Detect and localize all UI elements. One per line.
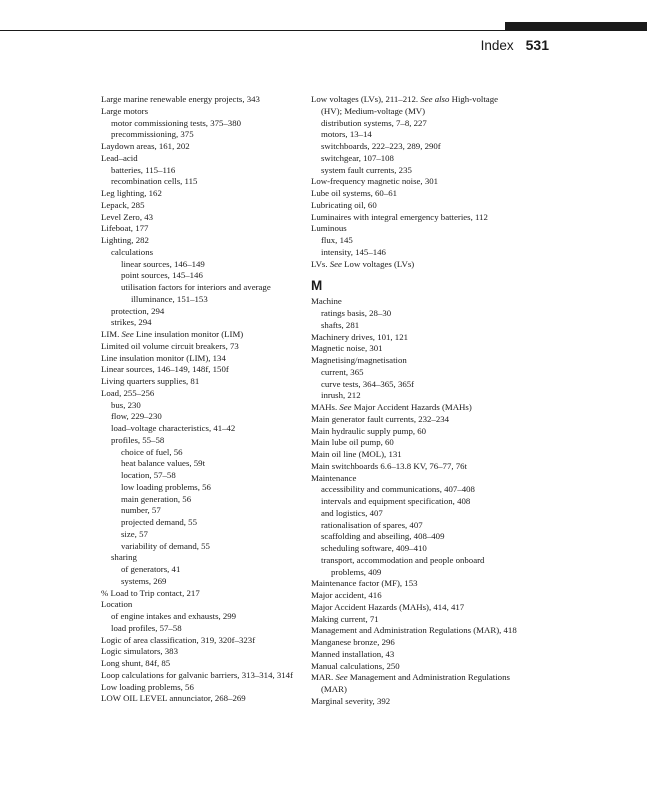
index-subentry — [101, 470, 297, 482]
entry-text: Manganese bronze, 296 — [311, 637, 395, 647]
entry-text: Lighting, 282 — [101, 235, 149, 245]
entry-text: LOW OIL LEVEL annunciator, 268–269 — [101, 693, 246, 704]
running-head — [481, 37, 549, 53]
index-subentry — [311, 118, 521, 130]
see-target: Line insulation monitor (LIM) — [133, 329, 244, 339]
entry-text: Logic of area classification, 319, 320f–323f — [101, 634, 256, 645]
index-subentry — [101, 517, 297, 529]
entry-text: Management and Administration Regulations (MAR), 418 — [311, 625, 517, 636]
entry-text: variability of demand, 55 — [121, 540, 210, 551]
index-entry — [101, 670, 297, 682]
index-subentry — [311, 308, 521, 320]
index-subentry — [311, 141, 521, 153]
see-reference: See — [329, 258, 342, 269]
index-entry — [311, 259, 521, 271]
entry-text: Luminous — [311, 223, 347, 234]
entry-text: rationalisation of spares, 407 — [321, 519, 423, 530]
index-entry — [101, 693, 297, 705]
see-target: Management and Administration Regulations (MAR) — [321, 672, 510, 694]
index-subentry — [101, 129, 297, 141]
index-subentry — [101, 576, 297, 588]
entry-text: load–voltage characteristics, 41–42 — [111, 423, 236, 433]
entry-text: profiles, 55–58 — [111, 434, 165, 445]
entry-text: Maintenance — [311, 472, 357, 483]
index-column-left — [101, 94, 297, 705]
entry-text: protection, 294 — [111, 305, 165, 316]
entry-text: switchboards, 222–223, 289, 290f — [321, 141, 441, 151]
index-subentry — [311, 153, 521, 165]
index-entry — [311, 426, 521, 438]
index-subentry — [101, 400, 297, 412]
entry-text: system fault currents, 235 — [321, 164, 412, 175]
index-entry — [101, 364, 297, 376]
index-entry — [311, 176, 521, 188]
entry-text: intervals and equipment specification, 408 — [321, 496, 471, 506]
entry-text: Main hydraulic supply pump, 60 — [311, 425, 427, 436]
entry-text: inrush, 212 — [321, 390, 361, 401]
index-subentry — [101, 529, 297, 541]
index-subentry — [101, 270, 297, 282]
entry-text: Magnetic noise, 301 — [311, 343, 383, 354]
entry-text: linear sources, 146–149 — [121, 258, 205, 269]
entry-text: LVs. — [311, 258, 328, 269]
index-entry — [311, 590, 521, 602]
index-entry — [311, 461, 521, 473]
index-subentry — [311, 531, 521, 543]
index-subentry — [311, 165, 521, 177]
index-entry — [101, 599, 297, 611]
index-entry — [311, 614, 521, 626]
entry-text: Major Accident Hazards (MAHs), 414, 417 — [311, 601, 465, 612]
index-entry — [101, 223, 297, 235]
entry-text: calculations — [111, 246, 154, 257]
entry-text: point sources, 145–146 — [121, 270, 203, 281]
entry-text: Major accident, 416 — [311, 590, 382, 600]
index-entry — [311, 696, 521, 708]
entry-text: main generation, 56 — [121, 493, 192, 504]
entry-text: Maintenance factor (MF), 153 — [311, 578, 418, 589]
entry-text: batteries, 115–116 — [111, 164, 176, 175]
entry-text: Long shunt, 84f, 85 — [101, 658, 171, 668]
index-subentry — [311, 508, 521, 520]
index-entry — [311, 637, 521, 649]
index-entry — [311, 578, 521, 590]
entry-text: ratings basis, 28–30 — [321, 308, 392, 318]
index-subentry — [101, 623, 297, 635]
see-target: Major Accident Hazards (MAHs) — [351, 402, 472, 412]
entry-text: % Load to Trip contact, 217 — [101, 587, 200, 598]
index-subentry — [101, 458, 297, 470]
index-entry — [311, 602, 521, 614]
index-subentry — [311, 520, 521, 532]
index-subentry — [101, 541, 297, 553]
index-subentry — [101, 611, 297, 623]
entry-text: Main generator fault currents, 232–234 — [311, 413, 450, 424]
entry-text: utilisation factors for interiors and average illuminance, 151–153 — [121, 282, 271, 304]
index-subentry — [311, 390, 521, 402]
entry-text: Limited oil volume circuit breakers, 73 — [101, 340, 239, 351]
index-subentry — [311, 129, 521, 141]
entry-text: recombination cells, 115 — [111, 176, 198, 187]
entry-text: Main lube oil pump, 60 — [311, 437, 394, 448]
entry-text: sharing — [111, 552, 137, 563]
index-entry — [101, 212, 297, 224]
entry-text: motor commissioning tests, 375–380 — [111, 117, 241, 128]
see-target: High-voltage (HV); Medium-voltage (MV) — [321, 94, 499, 116]
index-entry — [311, 625, 521, 637]
index-subentry — [311, 247, 521, 259]
entry-text: switchgear, 107–108 — [321, 152, 394, 163]
page-number: 531 — [525, 37, 549, 53]
entry-text: flow, 229–230 — [111, 411, 162, 422]
entry-text: Machinery drives, 101, 121 — [311, 331, 408, 342]
index-subentry — [101, 165, 297, 177]
index-entry — [311, 188, 521, 200]
entry-text: current, 365 — [321, 366, 364, 377]
entry-text: Line insulation monitor (LIM), 134 — [101, 352, 226, 363]
entry-text: Level Zero, 43 — [101, 211, 154, 222]
index-subentry — [101, 552, 297, 564]
entry-text: accessibility and communications, 407–408 — [321, 484, 475, 495]
index-subentry — [311, 543, 521, 555]
entry-text: Large motors — [101, 105, 148, 116]
entry-text: projected demand, 55 — [121, 517, 197, 527]
entry-text: Location — [101, 599, 133, 610]
index-subentry — [311, 367, 521, 379]
entry-text: MAHs. — [311, 402, 338, 412]
running-head-title: Index — [480, 38, 514, 53]
index-entry — [311, 449, 521, 461]
entry-text: Low voltages (LVs), 211–212. — [311, 94, 419, 104]
entry-text: Lead–acid — [101, 152, 138, 163]
entry-text: Manual calculations, 250 — [311, 660, 400, 671]
index-entry — [311, 332, 521, 344]
entry-text: motors, 13–14 — [321, 129, 372, 140]
index-subentry — [101, 118, 297, 130]
entry-text: of generators, 41 — [121, 564, 181, 574]
entry-text: scaffolding and abseiling, 408–409 — [321, 531, 445, 542]
entry-text: Load, 255–256 — [101, 387, 155, 398]
entry-text: systems, 269 — [121, 575, 167, 586]
entry-text: heat balance values, 59t — [121, 458, 206, 469]
entry-text: Low loading problems, 56 — [101, 681, 194, 692]
entry-text: strikes, 294 — [111, 317, 152, 328]
index-subentry — [101, 247, 297, 259]
index-entry — [101, 188, 297, 200]
index-subentry — [311, 484, 521, 496]
index-subentry — [101, 282, 297, 306]
index-subentry — [101, 564, 297, 576]
index-entry — [101, 588, 297, 600]
index-entry — [101, 153, 297, 165]
entry-text: Lifeboat, 177 — [101, 223, 149, 234]
index-entry — [311, 212, 521, 224]
index-entry — [101, 235, 297, 247]
entry-text: intensity, 145–146 — [321, 246, 386, 257]
index-subentry — [101, 306, 297, 318]
index-entry — [311, 437, 521, 449]
index-entry — [311, 94, 521, 118]
index-entry — [101, 106, 297, 118]
entry-text: load profiles, 57–58 — [111, 622, 182, 633]
index-column-right — [311, 94, 521, 708]
see-reference: See — [339, 402, 352, 412]
index-entry — [101, 646, 297, 658]
entry-text: low loading problems, 56 — [121, 481, 211, 492]
entry-text: and logistics, 407 — [321, 507, 383, 518]
index-entry — [101, 658, 297, 670]
entry-text: Marginal severity, 392 — [311, 695, 391, 706]
index-entry — [311, 414, 521, 426]
index-entry — [101, 635, 297, 647]
entry-text: number, 57 — [121, 505, 161, 516]
entry-text: location, 57–58 — [121, 470, 176, 480]
index-entry — [311, 473, 521, 485]
header-rule — [0, 30, 647, 31]
entry-text: transport, accommodation and people onboard problems, 409 — [321, 554, 485, 577]
entry-text: curve tests, 364–365, 365f — [321, 378, 415, 389]
index-entry — [101, 388, 297, 400]
index-entry — [311, 402, 521, 414]
index-subentry — [311, 320, 521, 332]
entry-text: scheduling software, 409–410 — [321, 543, 427, 553]
entry-text: Making current, 71 — [311, 613, 379, 624]
entry-text: Lepack, 285 — [101, 199, 145, 210]
index-subentry — [101, 423, 297, 435]
entry-text: LIM. — [101, 329, 120, 339]
index-entry — [101, 682, 297, 694]
entry-text: bus, 230 — [111, 399, 141, 410]
index-entry — [311, 296, 521, 308]
index-entry — [311, 343, 521, 355]
letter-heading: M — [311, 278, 323, 294]
see-reference: See also — [420, 94, 450, 104]
index-subentry — [101, 176, 297, 188]
entry-text: Large marine renewable energy projects, 343 — [101, 94, 260, 104]
index-entry — [101, 376, 297, 388]
entry-text: Laydown areas, 161, 202 — [101, 141, 190, 151]
see-reference: See — [335, 672, 348, 683]
entry-text: Main oil line (MOL), 131 — [311, 449, 402, 459]
index-subentry — [101, 317, 297, 329]
see-reference: See — [121, 329, 134, 339]
index-subentry — [311, 379, 521, 391]
index-subentry — [101, 482, 297, 494]
entry-text: Lube oil systems, 60–61 — [311, 188, 398, 198]
index-entry — [311, 672, 521, 696]
index-subentry — [101, 494, 297, 506]
index-subentry — [311, 235, 521, 247]
index-entry — [101, 200, 297, 212]
entry-text: choice of fuel, 56 — [121, 446, 183, 457]
entry-text: Luminaires with integral emergency batteries, 112 — [311, 211, 488, 222]
entry-text: distribution systems, 7–8, 227 — [321, 117, 427, 128]
entry-text: size, 57 — [121, 528, 148, 539]
entry-text: precommissioning, 375 — [111, 129, 194, 140]
entry-text: Lubricating oil, 60 — [311, 199, 377, 210]
entry-text: Main switchboards 6.6–13.8 KV, 76–77, 76t — [311, 460, 467, 471]
entry-text: MAR. — [311, 672, 334, 683]
entry-text: Manned installation, 43 — [311, 648, 395, 659]
index-entry — [311, 649, 521, 661]
index-entry — [311, 200, 521, 212]
entry-text: shafts, 281 — [321, 319, 360, 330]
entry-text: Loop calculations for galvanic barriers, 313–314, 314f — [101, 669, 294, 680]
entry-text: Living quarters supplies, 81 — [101, 376, 200, 386]
entry-text: of engine intakes and exhausts, 299 — [111, 611, 237, 621]
entry-text: Linear sources, 146–149, 148f, 150f — [101, 364, 229, 375]
index-entry — [311, 223, 521, 235]
index-subentry — [311, 555, 521, 579]
index-subentry — [101, 411, 297, 423]
see-target: Low voltages (LVs) — [341, 258, 415, 269]
entry-text: flux, 145 — [321, 235, 353, 245]
index-entry — [311, 355, 521, 367]
entry-text: Logic simulators, 383 — [101, 646, 178, 657]
index-entry — [101, 341, 297, 353]
entry-text: Low-frequency magnetic noise, 301 — [311, 176, 439, 187]
index-subentry — [101, 447, 297, 459]
index-entry — [101, 353, 297, 365]
index-subentry — [311, 496, 521, 508]
index-subentry — [101, 505, 297, 517]
index-entry — [101, 329, 297, 341]
entry-text: Leg lighting, 162 — [101, 188, 162, 198]
index-subentry — [101, 435, 297, 447]
index-entry — [101, 141, 297, 153]
index-entry — [101, 94, 297, 106]
index-subentry — [101, 259, 297, 271]
entry-text: Magnetising/magnetisation — [311, 355, 407, 365]
index-entry — [311, 661, 521, 673]
entry-text: Machine — [311, 296, 342, 307]
